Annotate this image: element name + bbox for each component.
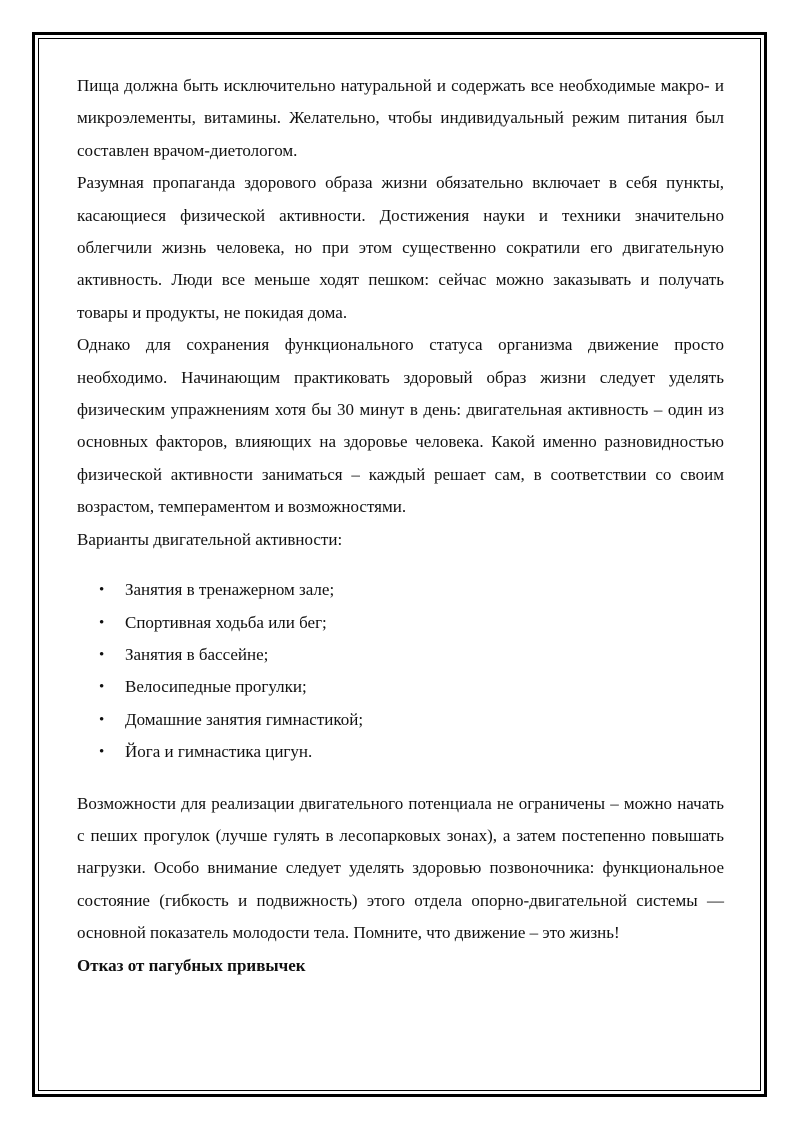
list-item: [77, 671, 724, 703]
bullet-icon: •: [99, 679, 105, 696]
list-item-text: Спортивная ходьба или бег;: [125, 612, 327, 632]
bullet-icon: •: [99, 646, 105, 663]
paragraph-closing: Возможности для реализации двигательного потенциала не ограничены – можно начать с пеших прогулок (лучше гулять в лесопарковых зонах), а затем постепенно повышать нагрузки. Особо внимание следует уделять здоровью позвоночника: функциональное состояние (гибкость и подвижность) этого отдела опорно-двигательной системы — основной показатель молодости тела. Помните, что движение – это жизнь!: [77, 793, 724, 943]
bullet-icon: •: [99, 711, 105, 728]
paragraph-nutrition: Пища должна быть исключительно натуральной и содержать все необходимые макро- и микроэлементы, витамины. Желательно, чтобы индивидуальный режим питания был составлен врачом-диетологом.: [77, 76, 724, 160]
paragraph-physical-activity: Разумная пропаганда здорового образа жизни обязательно включает в себя пункты, касающиеся физической активности. Достижения науки и техники значительно облегчили жизнь человека, но при этом существенно сократили его двигательную активность. Люди все меньше ходят пешком: сейчас можно заказывать и получать товары и продукты, не покидая дома.: [77, 173, 724, 322]
paragraph-list-intro: Варианты двигательной активности:: [77, 529, 343, 549]
activity-list: [77, 574, 724, 768]
list-item: [77, 639, 724, 671]
list-item: [77, 704, 724, 736]
bullet-icon: •: [99, 744, 105, 761]
bullet-icon: •: [99, 582, 105, 599]
list-item-text: Занятия в бассейне;: [125, 644, 269, 664]
paragraph-movement: Однако для сохранения функционального статуса организма движение просто необходимо. Начинающим практиковать здоровый образ жизни следует уделять физическим упражнениям хотя бы 30 минут в день: двигательная активность – один из основных факторов, влияющих на здоровье человека. Какой именно разновидностью физической активности заниматься – каждый решает сам, в соответствии со своим возрастом, темпераментом и возможностями.: [77, 335, 724, 517]
list-item-text: Домашние занятия гимнастикой;: [125, 709, 364, 729]
list-item-text: Велосипедные прогулки;: [125, 677, 307, 697]
bullet-icon: •: [99, 614, 105, 631]
list-item: [77, 607, 724, 639]
section-heading: Отказ от пагубных привычек: [77, 955, 306, 975]
list-item: [77, 736, 724, 768]
list-item: [77, 574, 724, 606]
document-body: [77, 70, 724, 982]
list-item-text: Занятия в тренажерном зале;: [125, 580, 335, 600]
list-item-text: Йога и гимнастика цигун.: [125, 742, 313, 762]
